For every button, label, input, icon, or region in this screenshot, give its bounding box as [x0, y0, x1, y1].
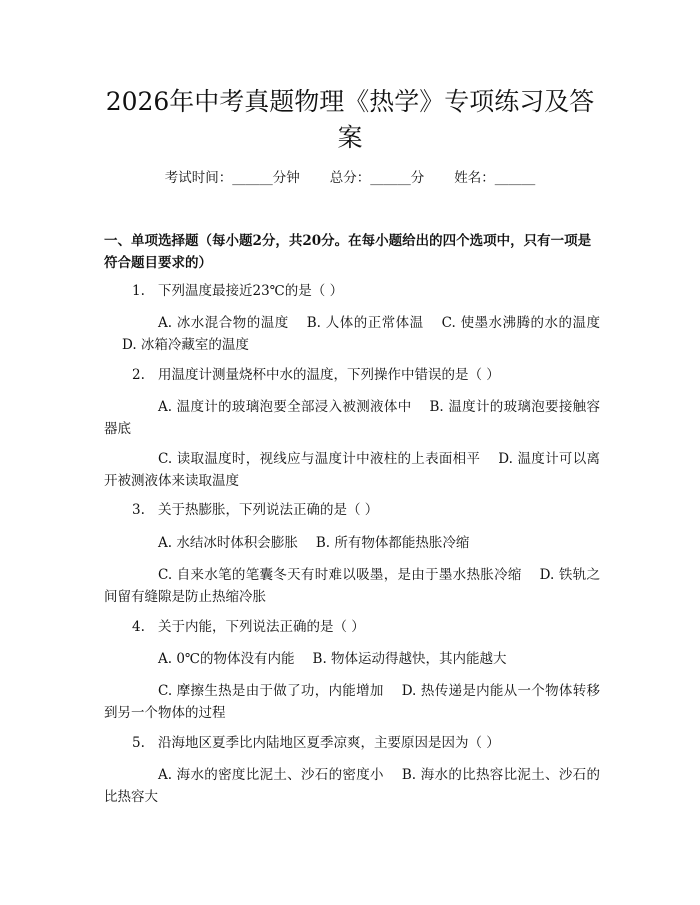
question-number: 5. — [132, 735, 145, 751]
option-b: B. 海水的比热容比泥土、沙石的比热容大 — [104, 767, 600, 805]
option-b: B. 所有物体都能热胀冷缩 — [315, 535, 470, 551]
options-line — [104, 448, 600, 492]
question-number: 4. — [132, 619, 145, 635]
total-score-field: 总分：______分 — [329, 170, 425, 186]
question-stem — [132, 280, 600, 302]
options-line — [104, 764, 600, 808]
option-b: B. 物体运动得越快，其内能越大 — [312, 651, 507, 667]
document-title: 2026年中考真题物理《热学》专项练习及答案 — [105, 87, 595, 152]
option-c: C. 自来水笔的笔囊冬天有时难以吸墨，是由于墨水热胀冷缩 — [158, 567, 522, 583]
option-d: D. 温度计可以离开被测液体来读取温度 — [104, 451, 600, 489]
exam-info-line — [0, 168, 700, 188]
options-line — [104, 680, 600, 724]
options-line — [104, 648, 600, 670]
option-a: A. 冰水混合物的温度 — [158, 315, 289, 331]
option-b: B. 人体的正常体温 — [306, 315, 424, 331]
question-number: 2. — [132, 367, 145, 383]
exam-time-field: 考试时间：______分钟 — [164, 170, 300, 186]
options-line — [104, 312, 600, 356]
option-d: D. 热传递是内能从一个物体转移到另一个物体的过程 — [104, 683, 600, 721]
question-stem — [132, 616, 600, 638]
question-number: 3. — [132, 502, 145, 518]
question-stem — [132, 499, 600, 521]
question-number: 1. — [132, 283, 145, 299]
section-heading: 一、单项选择题（每小题2分，共20分。在每小题给出的四个选项中，只有一项是符合题目要求的） — [104, 233, 592, 271]
name-field: 姓名：______ — [454, 170, 536, 186]
options-line — [104, 532, 600, 554]
options-line — [104, 564, 600, 608]
option-d: D. 铁轨之间留有缝隙是防止热缩冷胀 — [104, 567, 600, 605]
option-d: D. 冰箱冷藏室的温度 — [122, 337, 249, 353]
question-text: 下列温度最接近23℃的是（ ） — [158, 283, 344, 299]
question-stem — [132, 732, 600, 754]
option-c: C. 读取温度时，视线应与温度计中液柱的上表面相平 — [158, 451, 481, 467]
option-a: A. 海水的密度比泥土、沙石的密度小 — [158, 767, 384, 783]
option-b: B. 温度计的玻璃泡要接触容器底 — [104, 399, 600, 437]
question-text: 关于热膨胀，下列说法正确的是（ ） — [158, 502, 379, 518]
option-c: C. 使墨水沸腾的水的温度 — [441, 315, 600, 331]
option-a: A. 水结冰时体积会膨胀 — [158, 535, 298, 551]
question-text: 关于内能，下列说法正确的是（ ） — [158, 619, 365, 635]
question-text: 用温度计测量烧杯中水的温度，下列操作中错误的是（ ） — [158, 367, 500, 383]
question-text: 沿海地区夏季比内陆地区夏季凉爽，主要原因是因为（ ） — [158, 735, 500, 751]
option-a: A. 0℃的物体没有内能 — [158, 651, 295, 667]
option-c: C. 摩擦生热是由于做了功，内能增加 — [158, 683, 384, 699]
question-stem — [132, 364, 600, 386]
option-a: A. 温度计的玻璃泡要全部浸入被测液体中 — [158, 399, 412, 415]
options-line — [104, 396, 600, 440]
